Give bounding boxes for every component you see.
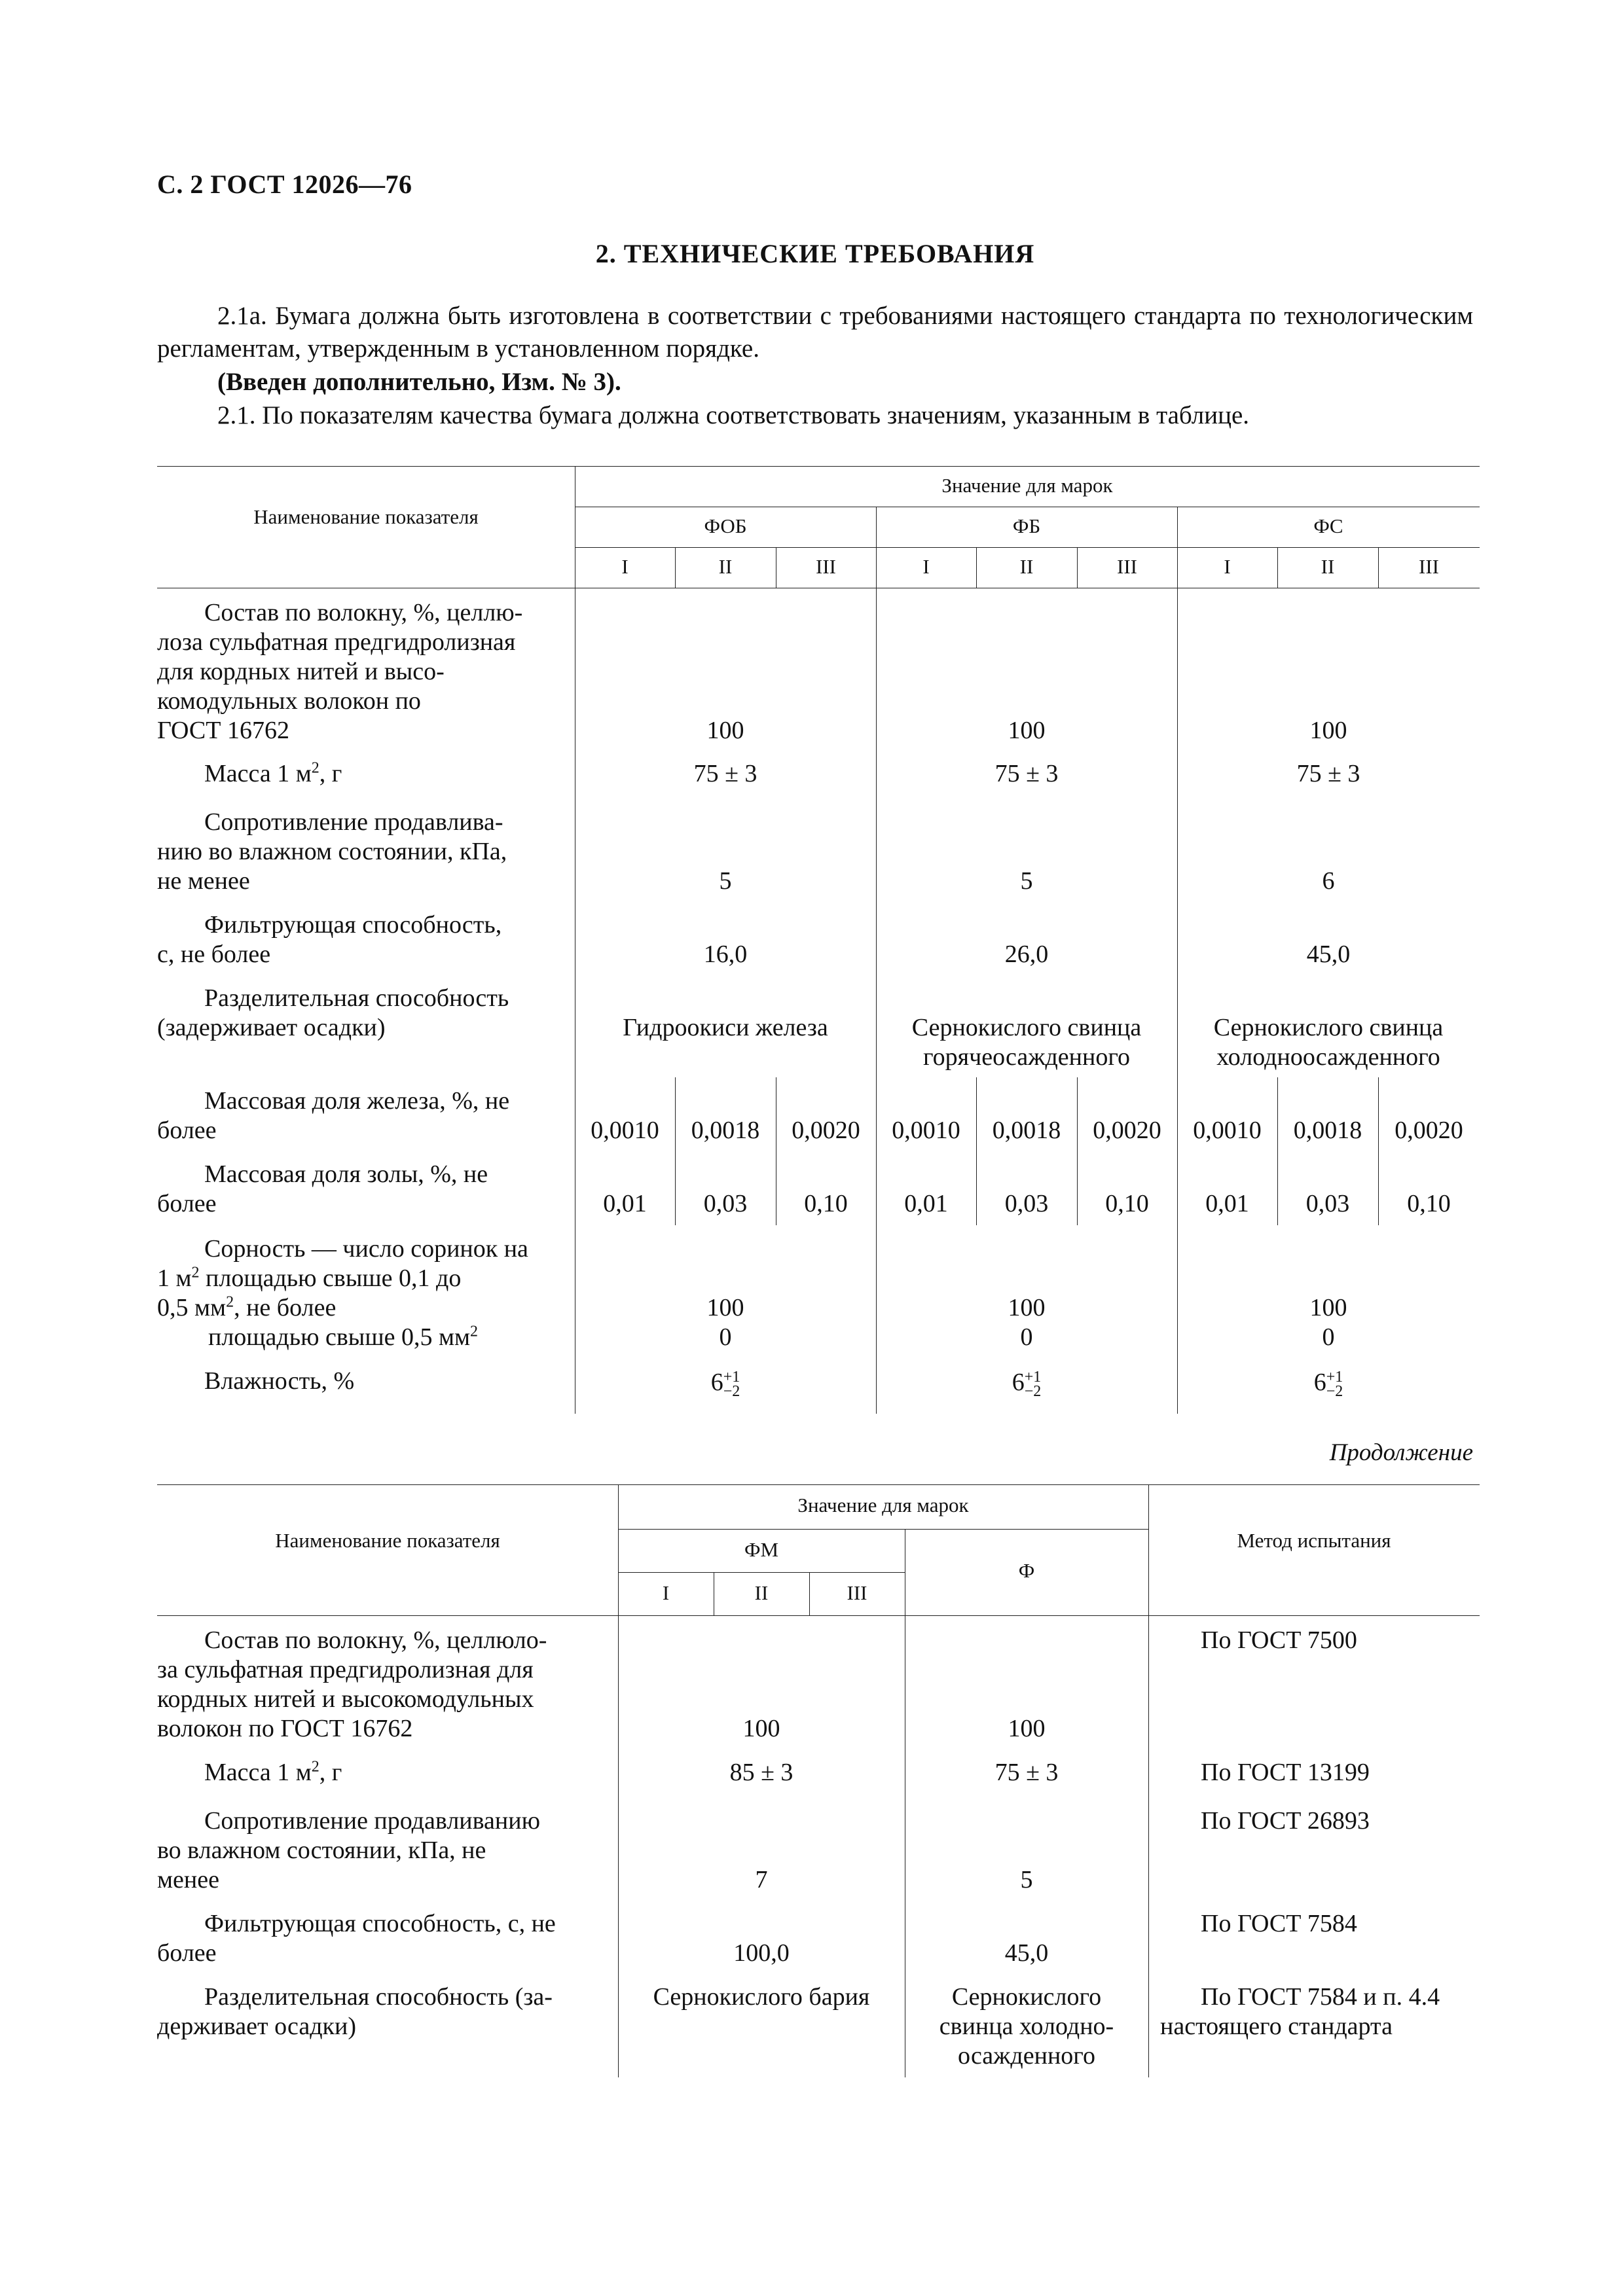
cell-separation-fs-line2: холодноосажденного xyxy=(1216,1043,1440,1071)
cell-separation-f-line3: осажденного xyxy=(958,2042,1095,2070)
cell-fiber-fm: 100 xyxy=(742,1715,780,1742)
cell-iron: 0,0018 xyxy=(1293,1117,1362,1144)
cell-burst-fb: 5 xyxy=(1020,867,1033,895)
cell-separation-fs-line1: Сернокислого свинца xyxy=(1213,1014,1444,1041)
grade-header: III xyxy=(816,555,836,578)
cell-fiber-f: 100 xyxy=(1008,1715,1046,1742)
cell-ash: 0,10 xyxy=(1407,1190,1451,1217)
cell-iron: 0,0018 xyxy=(992,1117,1061,1144)
cell-mass-f: 75 ± 3 xyxy=(994,1759,1059,1786)
grade-header: II xyxy=(1019,555,1034,578)
cell-filter-fm: 100,0 xyxy=(733,1939,790,1967)
row-label-burst: Сопротивление продавливанию во влажном состоянии, кПа, не менее xyxy=(157,1807,540,1893)
row-label-separation: Разделительная способность (задерживает осадки) xyxy=(157,984,509,1041)
cell-fiber-fob: 100 xyxy=(706,717,744,744)
col-header-method: Метод испытания xyxy=(1237,1529,1391,1552)
cell-iron: 0,0010 xyxy=(591,1117,659,1144)
grade-header: I xyxy=(922,555,930,578)
grade-header: III xyxy=(847,1581,867,1604)
cell-dirt-a-fob: 100 xyxy=(706,1294,744,1321)
paragraph-2-1: 2.1. По показателям качества бумага должна соответствовать значениям, указанным в таблице. xyxy=(217,401,1250,429)
cell-mass-fb: 75 ± 3 xyxy=(994,760,1059,787)
cell-ash: 0,03 xyxy=(1305,1190,1350,1217)
row-label-burst: Сопротивление продавлива- нию во влажном состоянии, кПа, не менее xyxy=(157,808,507,895)
cell-mass-method: По ГОСТ 13199 xyxy=(1201,1759,1370,1786)
brand-header-fob: ФОБ xyxy=(704,514,747,537)
col-header-values: Значение для марок xyxy=(797,1494,969,1516)
row-label-mass: Масса 1 $м^2$, г xyxy=(204,759,342,787)
cell-burst-fob: 5 xyxy=(719,867,732,895)
cell-ash: 0,01 xyxy=(904,1190,948,1217)
cell-mass-fob: 75 ± 3 xyxy=(693,760,757,787)
cell-iron: 0,0020 xyxy=(1395,1117,1463,1144)
row-label-fiber: Состав по волокну, %, целлюло- за сульфатная предгидролизная для кордных нитей и высокомодульных волокон по ГОСТ 16762 xyxy=(157,1626,547,1742)
row-label-moisture: Влажность, % xyxy=(204,1367,355,1395)
cell-iron: 0,0018 xyxy=(691,1117,760,1144)
cell-filter-method: По ГОСТ 7584 xyxy=(1201,1910,1357,1937)
continuation-label: Продолжение xyxy=(1329,1439,1473,1466)
cell-burst-fm: 7 xyxy=(755,1866,768,1893)
row-label-dirt: Сорность — число соринок на 1 $м^2$ площадью свыше 0,1 до 0,5 $мм^2$, не более площадью свыше 0,5 $мм^2$ xyxy=(157,1235,528,1351)
row-label-fiber: Состав по волокну, %, целлю- лоза сульфатная предгидролизная для кордных нитей и высо- комодульных волокон по ГОСТ 16762 xyxy=(157,599,523,744)
section-title: 2. ТЕХНИЧЕСКИЕ ТРЕБОВАНИЯ xyxy=(595,239,1035,268)
cell-dirt-b-fs: 0 xyxy=(1322,1323,1335,1351)
cell-ash: 0,10 xyxy=(804,1190,848,1217)
cell-filter-fob: 16,0 xyxy=(703,941,748,968)
cell-separation-fb-line1: Сернокислого свинца xyxy=(911,1014,1142,1041)
col-header-indicator: Наименование показателя xyxy=(275,1529,500,1552)
amendment-note: (Введен дополнительно, Изм. № 3). xyxy=(217,368,621,396)
cell-mass-fm: 85 ± 3 xyxy=(729,1759,793,1786)
grade-header: I xyxy=(621,555,629,578)
cell-fiber-method: По ГОСТ 7500 xyxy=(1201,1626,1357,1654)
row-label-ash: Массовая доля золы, %, не более xyxy=(157,1160,488,1217)
grade-header: III xyxy=(1117,555,1137,578)
cell-dirt-a-fs: 100 xyxy=(1309,1294,1347,1321)
paragraph-2-1a: 2.1а. Бумага должна быть изготовлена в соответствии с требованиями настоящего стандарта по технологическим регламентам, утвержденным в установленном порядке. xyxy=(157,302,1473,363)
grade-header: II xyxy=(754,1581,769,1604)
cell-ash: 0,10 xyxy=(1105,1190,1149,1217)
brand-header-fs: ФС xyxy=(1313,514,1343,537)
cell-ash: 0,03 xyxy=(1004,1190,1049,1217)
cell-moisture-fs: 6 +1 −2 xyxy=(1313,1369,1343,1401)
cell-separation-fb-line2: горячеосажденного xyxy=(922,1043,1130,1071)
cell-burst-method: По ГОСТ 26893 xyxy=(1201,1807,1370,1835)
cell-filter-fb: 26,0 xyxy=(1004,941,1049,968)
cell-dirt-a-fb: 100 xyxy=(1008,1294,1046,1321)
grade-header: II xyxy=(1321,555,1335,578)
cell-separation-fm: Сернокислого бария xyxy=(653,1983,870,2011)
cell-burst-f: 5 xyxy=(1020,1866,1033,1893)
cell-iron: 0,0010 xyxy=(892,1117,960,1144)
cell-dirt-b-fob: 0 xyxy=(719,1323,732,1351)
cell-separation-method-line1: По ГОСТ 7584 и п. 4.4 xyxy=(1201,1983,1440,2011)
row-label-mass: Масса 1 $м^2$, г xyxy=(204,1758,342,1786)
brand-header-fm: ФМ xyxy=(744,1538,779,1561)
cell-ash: 0,03 xyxy=(703,1190,748,1217)
cell-separation-f-line2: свинца холодно- xyxy=(939,2013,1114,2040)
grade-header: I xyxy=(662,1581,670,1604)
page-header: С. 2 ГОСТ 12026—76 xyxy=(157,170,412,199)
cell-burst-fs: 6 xyxy=(1322,867,1335,895)
grade-header: I xyxy=(1224,555,1231,578)
cell-fiber-fs: 100 xyxy=(1309,717,1347,744)
col-header-indicator: Наименование показателя xyxy=(253,505,479,528)
brand-header-fb: ФБ xyxy=(1012,514,1041,537)
cell-mass-fs: 75 ± 3 xyxy=(1296,760,1360,787)
cell-ash: 0,01 xyxy=(603,1190,647,1217)
cell-separation-fob: Гидроокиси железа xyxy=(623,1014,828,1041)
cell-fiber-fb: 100 xyxy=(1008,717,1046,744)
cell-ash: 0,01 xyxy=(1205,1190,1249,1217)
cell-moisture-fb: 6 +1 −2 xyxy=(1012,1369,1042,1401)
brand-header-f: Ф xyxy=(1018,1559,1035,1582)
cell-dirt-b-fb: 0 xyxy=(1020,1323,1033,1351)
grade-header: II xyxy=(718,555,733,578)
cell-moisture-fob: 6 +1 −2 xyxy=(710,1369,740,1401)
cell-filter-f: 45,0 xyxy=(1004,1939,1049,1967)
cell-separation-f-line1: Сернокислого xyxy=(951,1983,1102,2011)
row-label-filter: Фильтрующая способность, с, не более xyxy=(157,911,502,968)
col-header-values: Значение для марок xyxy=(941,474,1113,497)
row-label-filter: Фильтрующая способность, с, не более xyxy=(157,1910,556,1967)
grade-header: III xyxy=(1419,555,1439,578)
cell-iron: 0,0010 xyxy=(1193,1117,1262,1144)
row-label-iron: Массовая доля железа, %, не более xyxy=(157,1087,510,1144)
row-label-separation: Разделительная способность (за- держивает осадки) xyxy=(157,1983,553,2040)
cell-iron: 0,0020 xyxy=(792,1117,860,1144)
cell-iron: 0,0020 xyxy=(1093,1117,1161,1144)
cell-filter-fs: 45,0 xyxy=(1306,941,1351,968)
cell-separation-method-line2: настоящего стандарта xyxy=(1160,2013,1393,2040)
